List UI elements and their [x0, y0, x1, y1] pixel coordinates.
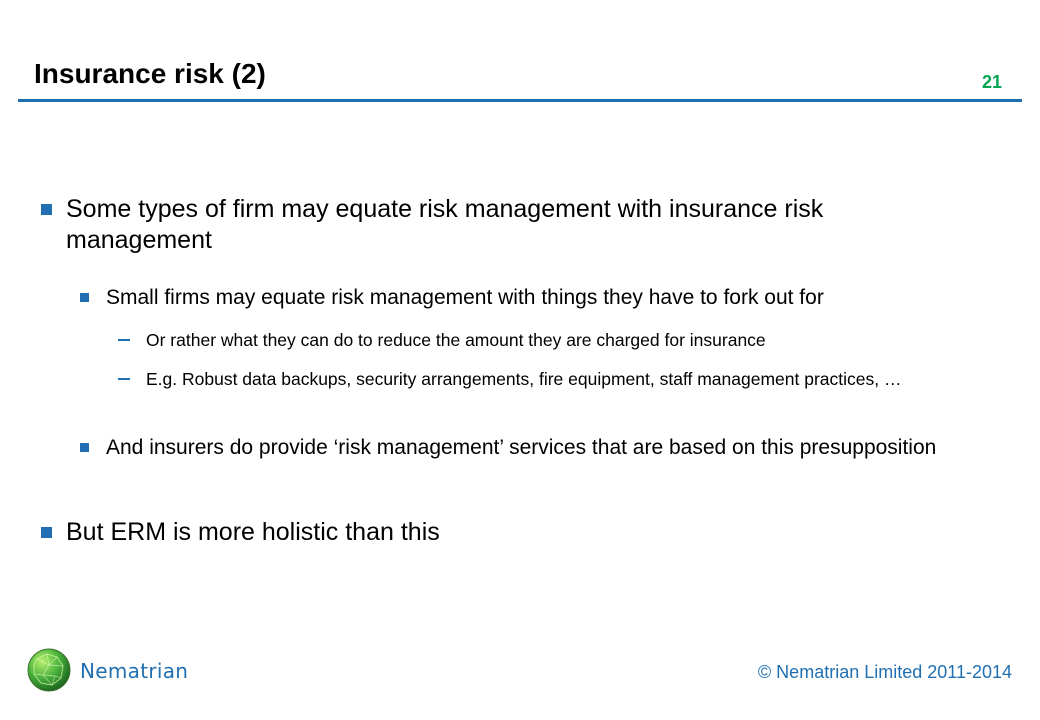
square-bullet-icon [41, 204, 52, 215]
bullet-item [118, 366, 968, 392]
square-bullet-icon [80, 293, 89, 302]
bullet-item [41, 194, 921, 256]
bullet-text: Some types of firm may equate risk management with insurance risk management [66, 195, 824, 254]
square-bullet-icon [80, 443, 89, 452]
bullet-text: And insurers do provide ‘risk management’ services that are based on this presupposition [106, 436, 937, 459]
green-polyhedron-logo-icon [26, 647, 72, 693]
square-bullet-icon [41, 527, 52, 538]
bullet-item [80, 433, 960, 462]
bullet-item [118, 327, 968, 353]
bullet-text: E.g. Robust data backups, security arrangements, fire equipment, staff management practices, … [146, 369, 902, 389]
footer-copyright: © Nematrian Limited 2011-2014 [757, 662, 1012, 682]
bullet-text: Or rather what they can do to reduce the amount they are charged for insurance [146, 330, 766, 350]
slide-number: 21 [981, 72, 1002, 92]
footer-brand: Nematrian [80, 659, 189, 683]
bullet-text: Small firms may equate risk management with things they have to fork out for [106, 286, 824, 309]
dash-bullet-icon [118, 339, 130, 341]
slide-title: Insurance risk (2) [34, 58, 266, 89]
bullet-text: But ERM is more holistic than this [66, 518, 440, 546]
bullet-item [80, 283, 960, 312]
bullet-item [41, 517, 921, 548]
dash-bullet-icon [118, 378, 130, 380]
